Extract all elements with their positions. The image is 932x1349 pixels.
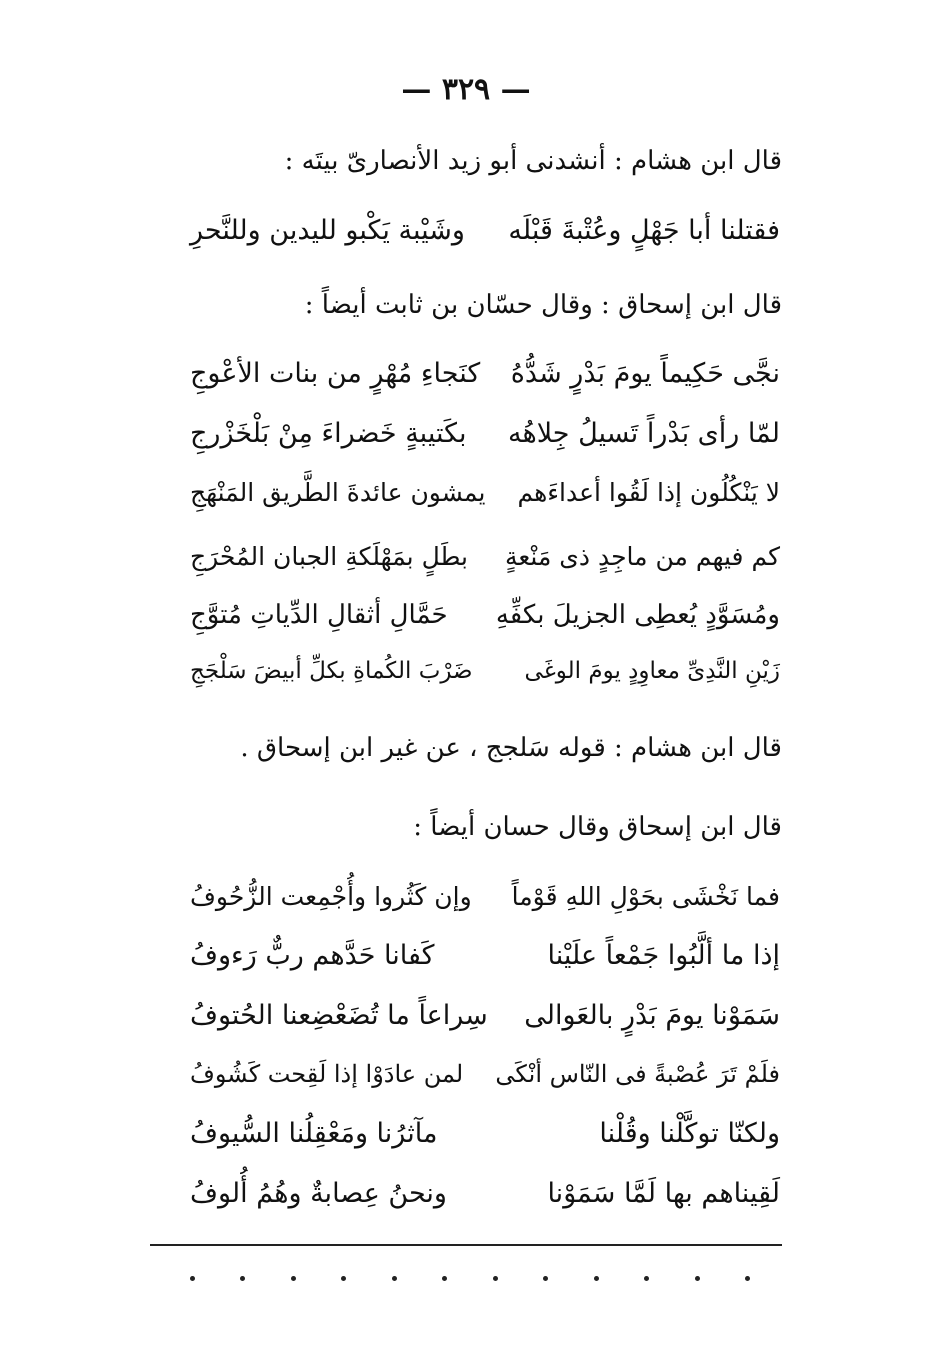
verse-second-hemistich: وشَيْبة يَكْبو لليدين وللنَّحرِ <box>190 215 465 246</box>
verse-line <box>190 1178 780 1218</box>
verse-first-hemistich: نجَّى حَكِيماً يومَ بَدْرٍ شَدُّهُ <box>510 358 780 389</box>
verse-second-hemistich: وإن كَثُروا وأُجْمِعت الزُّحُوفُ <box>190 882 472 911</box>
verse-line <box>190 215 780 255</box>
footer-dot <box>543 1276 548 1281</box>
prose-line: قال ابن هشام : قوله سَلجج ، عن غير ابن إسحاق . <box>240 733 782 763</box>
verse-second-hemistich: لمن عادَوْا إذا لَقِحت كَشُوفُ <box>190 1060 464 1088</box>
verse-line <box>190 658 780 698</box>
prose-line: قال ابن إسحاق وقال حسان أيضاً : <box>413 812 782 842</box>
verse-line <box>190 1118 780 1158</box>
footer-dot <box>341 1276 346 1281</box>
verse-second-hemistich: بكَتيبةٍ خَضراءَ مِنْ بَلْخَزْرجِ <box>190 418 467 449</box>
footer-dot <box>392 1276 397 1281</box>
verse-line <box>190 1060 780 1100</box>
verse-second-hemistich: كنَجاءِ مُهْرٍ من بنات الأعْوجِ <box>190 358 481 389</box>
verse-first-hemistich: ولكنّا توكَّلْنا وقُلْنا <box>599 1118 780 1149</box>
verse-line <box>190 940 780 980</box>
verse-second-hemistich: يمشون عائدةَ الطَّريق المَنْهَجِ <box>190 478 486 507</box>
prose-line: قال ابن هشام : أنشدنى أبو زيد الأنصارىّ بيتَه : <box>284 146 782 176</box>
footer-dot <box>291 1276 296 1281</box>
footer-dot <box>594 1276 599 1281</box>
prose-line: قال ابن إسحاق : وقال حسّان بن ثابت أيضاً : <box>304 290 782 320</box>
verse-first-hemistich: زَيْنِ النَّدِىِّ معاوِدٍ يومَ الوغَى <box>524 658 780 684</box>
verse-line <box>190 358 780 398</box>
verse-second-hemistich: سِراعاً ما تُضَعْضِعنا الحُتوفُ <box>190 1000 488 1031</box>
verse-first-hemistich: سَمَوْنا يومَ بَدْرٍ بالعَوالى <box>524 1000 780 1031</box>
verse-line <box>190 600 780 640</box>
verse-first-hemistich: فقتلنا أبا جَهْلٍ وعُتْبةَ قَبْلَه <box>508 215 780 246</box>
footer-dot <box>493 1276 498 1281</box>
verse-line <box>190 1000 780 1040</box>
footer-rule <box>150 1244 782 1246</box>
verse-second-hemistich: بطَلٍ بمَهْلَكةِ الجبان المُحْرَجِ <box>190 542 468 571</box>
verse-line <box>190 542 780 582</box>
verse-second-hemistich: مآثرُنا ومَعْقِلُنا السُّيوفُ <box>190 1118 438 1149</box>
footer-dot <box>644 1276 649 1281</box>
verse-second-hemistich: حَمَّالِ أثقالِ الدِّياتِ مُتوَّجِ <box>190 600 448 630</box>
footer-dot <box>190 1276 195 1281</box>
verse-line <box>190 882 780 922</box>
verse-first-hemistich: فلَمْ تَرَ عُصْبةً فى النّاس أنْكَى <box>495 1060 780 1088</box>
verse-first-hemistich: كم فيهم من ماجِدٍ ذى مَنْعةٍ <box>504 542 780 571</box>
verse-first-hemistich: ومُسَوَّدٍ يُعطِى الجزيلَ بكفِّهِ <box>495 600 780 630</box>
page-number: — ٣٢٩ — <box>401 72 531 107</box>
footer-dots <box>190 1268 750 1288</box>
footer-dot <box>745 1276 750 1281</box>
footer-dot <box>442 1276 447 1281</box>
verse-first-hemistich: لمّا رأى بَدْراً تَسيلُ جِلاهُه <box>507 418 780 449</box>
verse-second-hemistich: ونحنُ عِصابةٌ وهُمُ أُلوفُ <box>190 1178 447 1209</box>
verse-line <box>190 418 780 458</box>
verse-first-hemistich: فما نَخْشَى بحَوْلِ اللهِ قَوْماً <box>511 882 780 911</box>
verse-second-hemistich: ضَرْبَ الكُماةِ بكلِّ أبيضَ سَلْجَجِ <box>190 658 473 684</box>
verse-first-hemistich: إذا ما ألَّبُوا جَمْعاً علَيْنا <box>547 940 780 971</box>
verse-first-hemistich: لا يَنْكُلُون إذا لَقُوا أعداءَهم <box>517 478 780 507</box>
verse-second-hemistich: كَفانا حَدَّهم ربٌّ رَءوفُ <box>190 940 435 971</box>
verse-line <box>190 478 780 518</box>
verse-first-hemistich: لَقِيناهم بها لَمَّا سَمَوْنا <box>547 1178 780 1209</box>
footer-dot <box>240 1276 245 1281</box>
footer-dot <box>695 1276 700 1281</box>
